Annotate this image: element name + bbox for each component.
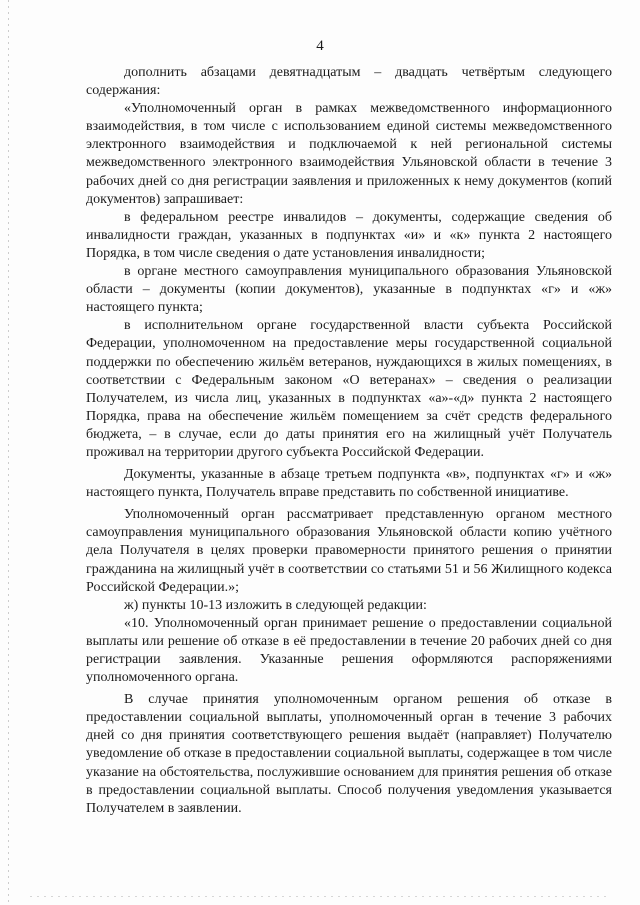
paragraph-executive-body: в исполнительном органе государственной власти субъекта Российской Федерации, уполномоченном на предоставление меры государственной социальной поддержки по обеспечению жильём ветеранов, нуждающихся в жилых помещениях, в соответствии с Федеральным законом «О ветеранах» – сведения о реализации Получателем, из числа лиц, указанных в подпунктах «а»-«д» пункта 2 настоящего Порядка, права на обеспечение жильём помещением за счёт средств федерального бюджета, – в случае, если до даты принятия его на жилищный учёт Получатель проживал на территории другого субъекта Российской Федерации.	[86, 318, 612, 460]
scan-edge-artifact	[8, 0, 9, 905]
document-body	[86, 64, 612, 818]
paragraph-intro: дополнить абзацами девятнадцатым – двадцать четвёртым следующего содержания:	[86, 65, 612, 99]
paragraph-point-10: «10. Уполномоченный орган принимает решение о предоставлении социальной выплаты или решение об отказе в её предоставлении в течение 20 рабочих дней со дня регистрации заявления. Указанные решения оформляются распоряжениями уполномоченного органа.	[86, 615, 612, 686]
paragraph-local-government: в органе местного самоуправления муниципального образования Ульяновской области – документы (копии документов), указанные в подпунктах «г» и «ж» настоящего пункта;	[86, 264, 612, 316]
page-number: 4	[316, 38, 324, 54]
paragraph-review: Уполномоченный орган рассматривает представленную органом местного самоуправления муниципального образования Ульяновской области копию учётного дела Получателя в целях проверки правомерности принятого решения о принятии гражданина на жилищный учёт в соответствии со статьями 51 и 56 Жилищного кодекса Российской Федерации.»;	[86, 507, 612, 595]
scan-bottom-artifact	[30, 896, 610, 897]
paragraph-interagency-request: «Уполномоченный орган в рамках межведомственного информационного взаимодействия, в том числе с использованием единой системы межведомственного электронного взаимодействия и подключаемой к ней региональной системы межведомственного электронного взаимодействия Ульяновской области в течение 3 рабочих дней со дня регистрации заявления и приложенных к нему документов (копий документов) запрашивает:	[86, 101, 612, 207]
paragraph-own-initiative: Документы, указанные в абзаце третьем подпункта «в», подпунктах «г» и «ж» настоящего пункта, Получатель вправе представить по собственной инициативе.	[86, 467, 612, 501]
paragraph-disability-registry: в федеральном реестре инвалидов – документы, содержащие сведения об инвалидности граждан, указанных в подпунктах «и» и «к» пункта 2 настоящего Порядка, в том числе сведения о дате установления инвалидности;	[86, 209, 612, 261]
paragraph-refusal-notice: В случае принятия уполномоченным органом решения об отказе в предоставлении социальной выплаты, уполномоченный орган в течение 3 рабочих дней со дня принятия соответствующего решения выдаёт (направляет) Получателю уведомление об отказе в предоставлении социальной выплаты, содержащее в том числе указание на обстоятельства, послужившие основанием для принятия решения об отказе в предоставлении социальной выплаты. Способ получения уведомления указывается Получателем в заявлении.	[86, 692, 612, 816]
paragraph-points-10-13: ж) пункты 10-13 изложить в следующей редакции:	[124, 597, 427, 613]
